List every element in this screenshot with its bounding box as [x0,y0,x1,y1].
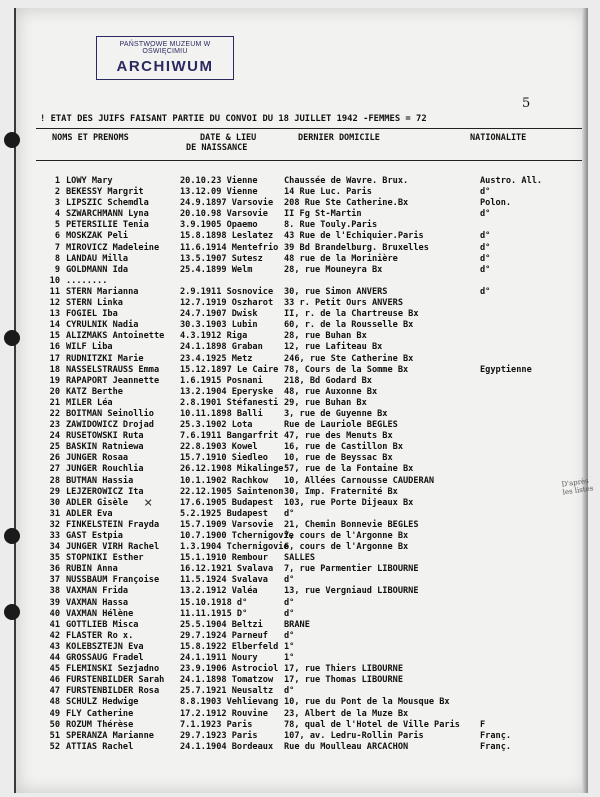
row-name: VAXMAN Frida [66,586,129,597]
row-birth: 5.2.1925 Budapest [180,508,268,519]
table-row [36,220,582,231]
row-address: 12, rue Lafiteau Bx [284,342,383,353]
row-address: 1° [284,641,295,652]
row-number: 42 [49,630,60,641]
row-name: WILF Liba [66,342,113,353]
row-name: GAST Estpia [66,531,123,541]
row-birth: 7.6.1911 Bangarfrit [180,431,279,442]
row-number: 49 [49,708,60,719]
punch-hole-top [4,132,20,148]
row-birth: 17.6.1905 Budapest [180,497,274,508]
row-number: 45 [49,664,60,675]
header-birth-line1: DATE & LIEU [200,133,257,143]
row-number: 44 [49,653,60,664]
stamp-line-2: ARCHIWUM [116,58,214,75]
table-row [36,586,582,597]
row-birth: 15.10.1918 d° [180,597,248,608]
row-name: BUTMAN Hassia [66,475,134,486]
row-nationality: F [480,719,486,730]
row-birth: 1.6.1915 Posnani [180,375,263,386]
row-number: 29 [49,486,60,497]
table-row [36,664,582,675]
table-row [36,642,582,653]
row-number: 2 [54,187,60,198]
table-row [36,398,582,409]
table-row [36,431,582,442]
row-birth: 15.8.1898 Leslatez [180,231,274,242]
table-row [36,342,582,353]
row-birth: 15.7.1909 Varsovie [180,519,274,530]
row-number: 13 [49,309,60,320]
row-number: 31 [49,508,60,519]
table-row [36,731,582,742]
header-names: NOMS ET PRENOMS [52,133,129,143]
row-birth: 2.8.1901 Stéfanesti [180,397,279,408]
header-address: DERNIER DOMICILE [298,133,380,143]
table-row [36,453,582,464]
row-address: 10, Allées Carnousse CAUDERAN [284,475,435,486]
row-number: 47 [49,686,60,697]
row-birth: 7.1.1923 Paris [180,719,253,730]
row-number: 39 [49,597,60,608]
row-address: 1° [284,653,295,664]
row-number: 21 [49,397,60,408]
row-number: 5 [54,220,60,231]
table-row [36,598,582,609]
row-name: ZAWIDOWICZ Drojad [66,420,154,431]
row-number: 19 [49,375,60,386]
row-address: II Fg St-Martin [284,209,362,220]
table-row [36,498,582,509]
row-name: STERN Marianna [66,286,139,297]
stamp-line-1: PAŃSTWOWE MUZEUM W OŚWIĘCIMIU [119,41,211,55]
table-row [36,298,582,309]
row-address: 107, av. Ledru-Rollin Paris [284,730,424,741]
row-number: 30 [49,497,60,508]
row-birth: 25.4.1899 Welm [180,264,253,275]
row-birth: 15.12.1897 Le Caire [180,364,279,375]
row-birth: 4.3.1912 Riga [180,331,248,342]
row-name: BOITMAN Seinollio [66,408,154,419]
deportee-list [36,176,582,753]
table-row [36,709,582,720]
row-birth: 13.5.1907 Sutesz [180,253,263,264]
row-birth: 22.12.1905 Saintenon [180,486,284,497]
row-name: GOTTLIEB Misca [66,619,139,630]
row-birth: 10.11.1898 Balli [180,408,263,419]
table-row [36,420,582,431]
row-birth: 13.2.1912 Valéa [180,586,258,597]
row-birth: 25.5.1904 Beltzi [180,619,263,630]
row-address: 47, rue des Menuts Bx [284,431,393,442]
row-birth: 23.9.1906 Astrociol [180,664,279,675]
row-birth: 16.12.1921 Svalava [180,564,274,575]
table-row [36,675,582,686]
row-name: MILER Léa [66,397,113,408]
row-nationality: d° [480,242,491,253]
header-nationality: NATIONALITE [470,133,527,143]
row-address: 21, Chemin Bonnevie BEGLES [284,519,419,530]
row-name: FOGIEL Iba [66,309,118,320]
table-row [36,631,582,642]
row-number: 14 [49,320,60,331]
row-nationality: d° [480,187,491,198]
row-nationality: Polon. [480,198,512,209]
table-row [36,620,582,631]
row-birth: 15.8.1922 Elberfeld [180,641,279,652]
table-row [36,520,582,531]
row-nationality: Franç. [480,730,512,741]
row-address: 28, rue Buhan Bx [284,331,367,342]
row-address: Rue du Moulleau ARCACHON [284,741,409,752]
table-row [36,697,582,708]
row-number: 46 [49,675,60,686]
row-name: MOSKZAK Peli [66,231,129,242]
row-name: ROZUM Thérèse [66,719,134,730]
row-birth: 29.7.1924 Parneuf [180,630,268,641]
row-address: 23, Albert de la Muze Bx [284,708,409,719]
row-birth: 24.9.1897 Varsovie [180,198,274,209]
row-address: 48, rue Auxonne Bx [284,386,378,397]
row-birth: 8.8.1903 Vehlievang [180,697,279,708]
row-address: Rue de Lauriole BEGLES [284,420,398,431]
page-edge-shadow [582,8,588,793]
row-address: d° [284,630,295,641]
row-address: 43 Rue de l'Echiquier.Paris [284,231,424,242]
row-nationality: Egyptienne [480,364,532,375]
row-number: 23 [49,420,60,431]
table-row [36,653,582,664]
row-number: 26 [49,453,60,464]
row-address: 33 r. Petit Ours ANVERS [284,298,403,309]
row-birth: 20.10.98 Varsovie [180,209,268,220]
row-nationality: d° [480,231,491,242]
row-birth: 11.11.1915 D° [180,608,248,619]
row-name: GROSSAUG Fradel [66,653,144,664]
table-row [36,476,582,487]
page-number: 5 [522,96,531,111]
row-name: FURSTENBILDER Rosa [66,686,160,697]
row-number: 52 [49,741,60,752]
row-address: 78, Cours de la Somme Bx [284,364,409,375]
row-name: KOLEBSZTEJN Eva [66,641,144,652]
row-address: 29, rue Buhan Bx [284,397,367,408]
row-number: 10 [49,275,60,286]
row-birth: 24.1.1904 Bordeaux [180,741,274,752]
table-row [36,320,582,331]
row-name: FINKELSTEIN Frayda [66,519,160,530]
row-number: 38 [49,586,60,597]
row-name: ADLER Gisèle [66,497,129,508]
row-address: 30, rue Simon ANVERS [284,286,388,297]
table-row [36,575,582,586]
row-number: 20 [49,386,60,397]
row-birth: 20.10.23 Vienne [180,176,258,186]
table-row [36,509,582,520]
row-name: JUNGER Rosaa [66,453,129,464]
row-birth: 1.3.1904 Tchernigovie [180,542,289,553]
row-birth: 23.4.1925 Metz [180,353,253,364]
row-address: 103, rue Porte Dijeaux Bx [284,497,414,508]
row-address: 218, Bd Godard Bx [284,375,372,386]
table-row [36,686,582,697]
row-address: 78, qual de l'Hotel de Ville Paris [284,719,460,730]
table-row [36,265,582,276]
table-row [36,287,582,298]
row-number: 37 [49,575,60,586]
row-birth: 11.6.1914 Mentefrio [180,242,279,253]
row-address: 17, rue Thomas LIBOURNE [284,675,403,686]
punch-hole-middle [4,528,20,544]
row-address: 13, rue Vergniaud LIBOURNE [284,586,419,597]
row-nationality: d° [480,253,491,264]
row-birth: 24.1.1898 Graban [180,342,263,353]
row-number: 43 [49,641,60,652]
row-number: 16 [49,342,60,353]
row-address: d° [284,608,295,619]
row-address: 10, rue du Pont de la Mousque Bx [284,697,450,708]
row-name: CYRULNIK Nadia [66,320,139,331]
row-name: ALIZMAKS Antoinette [66,331,165,342]
row-address: 57, rue de la Fontaine Bx [284,464,414,475]
row-birth: 24.1.1911 Noury [180,653,258,664]
row-number: 36 [49,564,60,575]
row-nationality: Austro. All. [480,176,543,186]
row-name: VAXMAN Hélène [66,608,134,619]
row-name: SPERANZA Marianne [66,730,154,741]
row-number: 7 [54,242,60,253]
table-row [36,387,582,398]
row-birth: 15.7.1910 Siedleo [180,453,268,464]
row-number: 6 [54,231,60,242]
row-address: d° [284,575,295,586]
table-row [36,464,582,475]
table-row [36,331,582,342]
row-birth: 29.7.1923 Paris [180,730,258,741]
row-number: 12 [49,298,60,309]
row-birth: 30.3.1903 Lubin [180,320,258,331]
row-name: LANDAU Milla [66,253,129,264]
row-name: JUNGER VIRH Rachel [66,542,160,553]
row-birth: 13.12.09 Vienne [180,187,258,198]
row-name: GOLDMANN Ida [66,264,129,275]
row-number: 50 [49,719,60,730]
row-number: 32 [49,519,60,530]
row-address: 60, r. de la Rousselle Bx [284,320,414,331]
row-address: 6, cours de l'Argonne Bx [284,542,409,553]
row-number: 18 [49,364,60,375]
row-number: 9 [54,264,60,275]
table-row [36,553,582,564]
row-name: PETERSILIE Tenia [66,220,149,231]
row-name: FLY Catherine [66,708,134,719]
row-name: NUSSBAUM Françoise [66,575,160,586]
row-address: 39 Bd Brandelburg. Bruxelles [284,242,429,253]
row-birth: 25.7.1921 Neusaltz [180,686,274,697]
row-name: RAPAPORT Jeannette [66,375,160,386]
row-address: 16, rue de Castillon Bx [284,442,403,453]
row-number: 41 [49,619,60,630]
row-birth: 13.2.1904 Eperyske [180,386,274,397]
table-row [36,409,582,420]
row-name: FLASTER Ro x. [66,630,134,641]
row-name: BASKIN Ratniewa [66,442,144,453]
row-birth: 24.7.1907 Dwisk [180,309,258,320]
row-address: 14 Rue Luc. Paris [284,187,372,198]
table-row [36,209,582,220]
table-row [36,254,582,265]
row-birth: 25.3.1902 Lota [180,420,253,431]
row-name: LOWY Mary [66,176,113,186]
row-name: LIPSZIC Schemdla [66,198,149,209]
row-number: 17 [49,353,60,364]
row-address: 48 rue de la Morinière [284,253,398,264]
row-address: 3, rue de Guyenne Bx [284,408,388,419]
table-row [36,365,582,376]
header-rule-bottom [36,160,582,161]
row-number: 1 [54,176,60,186]
row-nationality: d° [480,264,491,275]
row-name: ATTIAS Rachel [66,741,134,752]
row-birth: 15.1.1910 Rembour [180,553,268,564]
row-name: RUSETOWSKI Ruta [66,431,144,442]
row-name: KATZ Berthe [66,386,123,397]
table-row [36,354,582,365]
row-address: d° [284,686,295,697]
row-birth: 17.2.1912 Rouvine [180,708,268,719]
row-birth: 2.9.1911 Sosnovice [180,286,274,297]
row-birth: 10.1.1902 Rachkow [180,475,268,486]
archive-stamp [96,36,234,80]
row-name: STOPNIKI Esther [66,553,144,564]
document-title: ! ETAT DES JUIFS FAISANT PARTIE DU CONVOI DU 18 JUILLET 1942 -FEMMES = 72 [40,114,427,124]
row-name: MIROVICZ Madeleine [66,242,160,253]
row-birth: 3.9.1905 Opaemo [180,220,258,231]
row-name: ........ [66,275,108,286]
table-row [36,376,582,387]
punch-hole-upper [4,330,20,346]
row-name: STERN Linka [66,298,123,309]
row-number: 34 [49,542,60,553]
row-address: SALLES [284,553,316,564]
row-number: 25 [49,442,60,453]
row-address: Chaussée de Wavre. Brux. [284,176,409,186]
row-name: NASSELSTRAUSS Emma [66,364,160,375]
row-name: RUDNITZKI Marie [66,353,144,364]
row-address: d° [284,597,295,608]
row-name: BEKESSY Margrit [66,187,144,198]
row-address: d° [284,508,295,519]
row-name: ADLER Eva [66,508,113,519]
row-name: JUNGER Rouchlia [66,464,144,475]
table-row [36,442,582,453]
row-name: RUBIN Anna [66,564,118,575]
table-row [36,609,582,620]
row-address: BRANE [284,619,310,630]
row-address: 17, rue Thiers LIBOURNE [284,664,403,675]
row-number: 22 [49,408,60,419]
table-row [36,720,582,731]
row-number: 40 [49,608,60,619]
table-row [36,187,582,198]
row-address: 246, rue Ste Catherine Bx [284,353,414,364]
table-row [36,542,582,553]
row-address: II, r. de la Chartreuse Bx [284,309,419,320]
table-row [36,564,582,575]
row-address: 208 Rue Ste Catherine.Bx [284,198,409,209]
row-number: 3 [54,198,60,209]
punch-hole-lower [4,604,20,620]
row-name: SCHULZ Hedwige [66,697,139,708]
row-name: SZWARCHMANN Lyna [66,209,149,220]
row-name: FURSTENBILDER Sarah [66,675,165,686]
row-number: 4 [54,209,60,220]
row-number: 51 [49,730,60,741]
row-address: 7, rue Parmentier LIBOURNE [284,564,419,575]
row-address: 30, Imp. Fraternité Bx [284,486,398,497]
table-row [36,243,582,254]
row-birth: 26.12.1908 Mikalinge [180,464,284,475]
row-birth: 11.5.1924 Svalava [180,575,268,586]
row-birth: 22.8.1903 Kowel [180,442,258,453]
row-name: FLEMINSKI Sezjadno [66,664,160,675]
row-number: 35 [49,553,60,564]
header-birth-line2: DE NAISSANCE [186,143,248,153]
table-row [36,487,582,498]
table-row [36,531,582,542]
table-row [36,309,582,320]
table-row [36,176,582,187]
table-row [36,231,582,242]
row-address: 10, rue de Beyssac Bx [284,453,393,464]
handwritten-side-note: D'après les listes [561,476,594,497]
row-number: 8 [54,253,60,264]
row-number: 15 [49,331,60,342]
row-number: 48 [49,697,60,708]
table-row [36,742,582,753]
row-number: 33 [49,531,60,541]
row-number: 24 [49,431,60,442]
row-number: 28 [49,475,60,486]
row-birth: 24.1.1898 Tomatzow [180,675,274,686]
row-nationality: Franç. [480,741,512,752]
row-nationality: d° [480,286,491,297]
header-rule-top [36,128,582,129]
row-address: 8. Rue Touly.Paris [284,220,378,231]
table-row [36,276,582,287]
row-number: 11 [49,286,60,297]
row-address: 28, rue Mouneyra Bx [284,264,383,275]
handwritten-x-mark: × [144,495,153,511]
row-name: VAXMAN Hassa [66,597,129,608]
row-birth: 10.7.1900 Tchernigovie [180,531,294,541]
row-number: 27 [49,464,60,475]
row-name: LEJZEROWICZ Ita [66,486,144,497]
row-address: 7, cours de l'Argonne Bx [284,531,409,541]
table-row [36,198,582,209]
row-birth: 12.7.1919 Oszharot [180,298,274,309]
row-nationality: d° [480,209,491,220]
